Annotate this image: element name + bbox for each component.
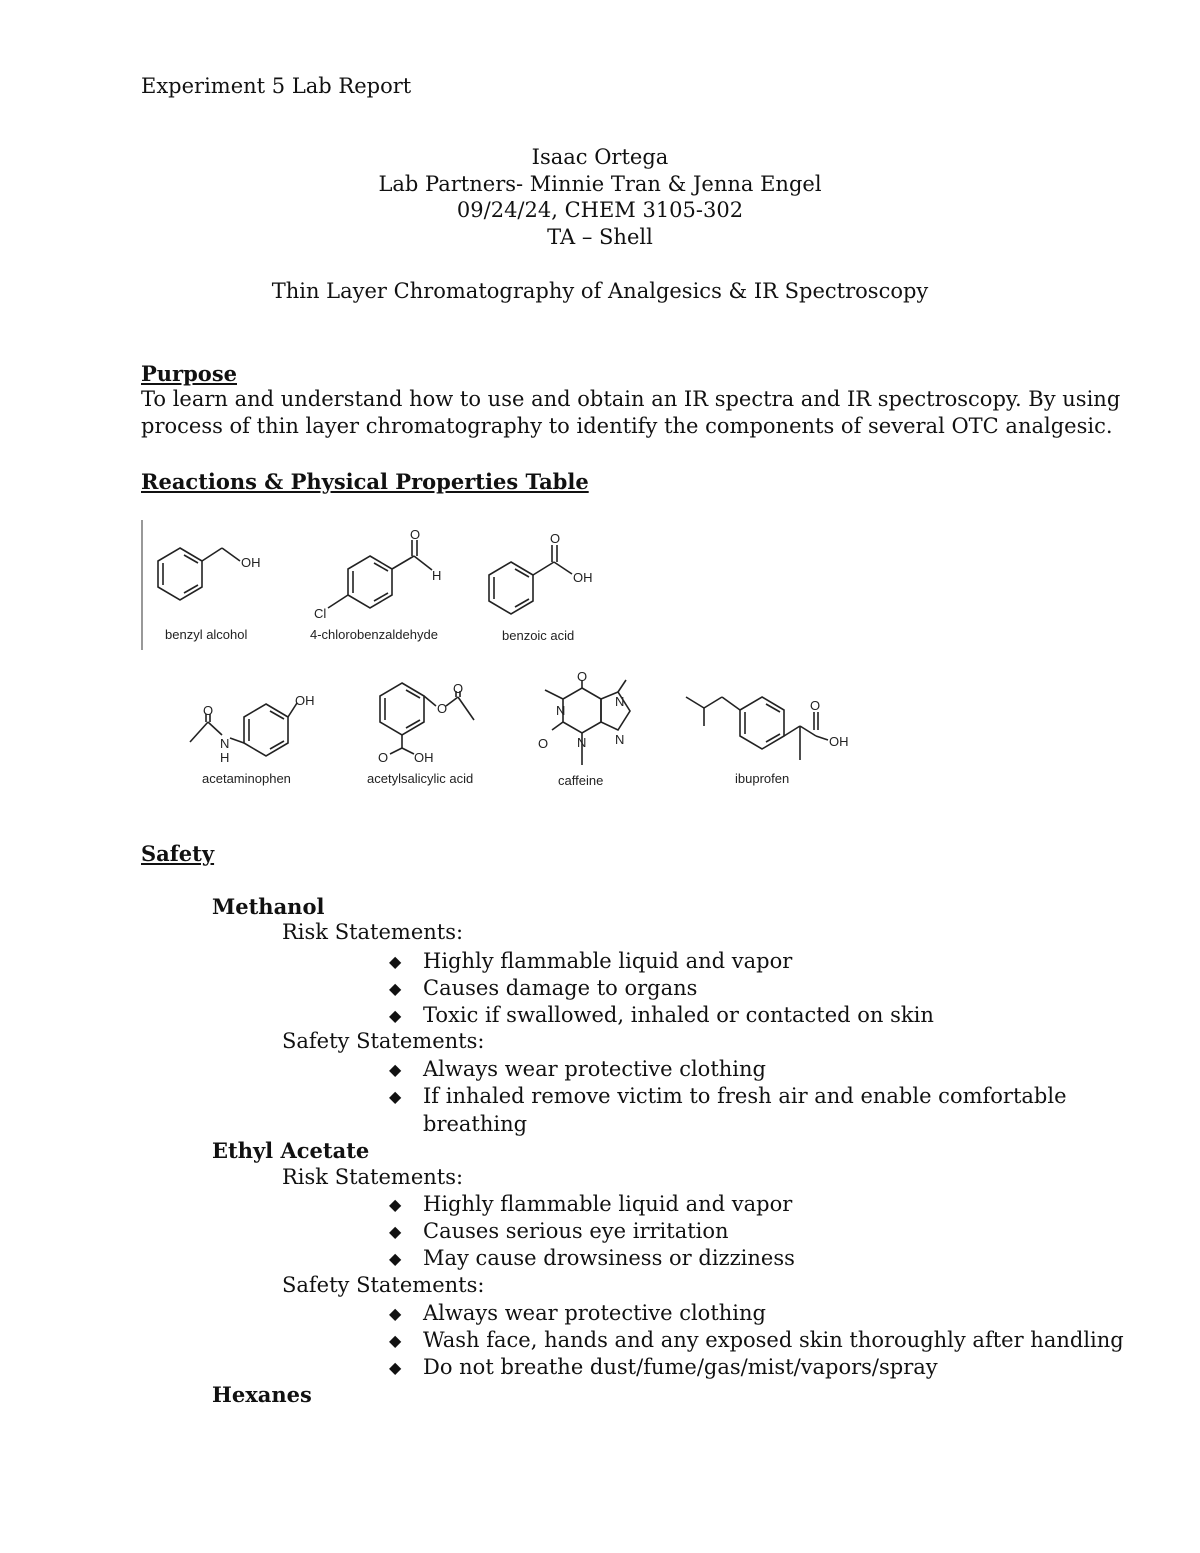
list-item: Causes damage to organs: [423, 976, 698, 1000]
compound-label-caffeine: caffeine: [558, 773, 604, 788]
bullet-icon: ◆: [389, 1195, 402, 1214]
list-item: Highly flammable liquid and vapor: [423, 1192, 793, 1216]
list-item: May cause drowsiness or dizziness: [423, 1246, 795, 1270]
list-item: Wash face, hands and any exposed skin thoroughly after handling: [423, 1328, 1124, 1352]
aspirin-acid-o-label: O: [378, 750, 389, 765]
date-course: 09/24/24, CHEM 3105-302: [456, 198, 744, 222]
purpose-line-1: To learn and understand how to use and obtain an IR spectra and IR spectroscopy. By using: [141, 387, 1121, 411]
bullet-icon: ◆: [389, 1060, 402, 1079]
bullet-icon: ◆: [389, 1222, 402, 1241]
compound-label-chlorobenzaldehyde: 4-chlorobenzaldehyde: [310, 627, 438, 642]
list-item: Toxic if swallowed, inhaled or contacted on skin: [423, 1003, 934, 1027]
teaching-assistant: TA – Shell: [547, 225, 653, 249]
list-item: Always wear protective clothing: [423, 1057, 766, 1081]
bullet-icon: ◆: [389, 1304, 402, 1323]
ethyl-acetate-safety-label: Safety Statements:: [282, 1273, 485, 1297]
methanol-risk-label: Risk Statements:: [282, 920, 464, 944]
caffeine-n9-label: N: [615, 732, 625, 747]
bullet-icon: ◆: [389, 1087, 402, 1106]
list-item: If inhaled remove victim to fresh air and enable comfortable: [423, 1084, 1067, 1108]
chemical-name-methanol: Methanol: [212, 894, 325, 919]
bullet-icon: ◆: [389, 1249, 402, 1268]
benzoic-acid-structure: [489, 531, 593, 643]
bullet-icon: ◆: [389, 1006, 402, 1025]
list-item: Highly flammable liquid and vapor: [423, 949, 793, 973]
ibuprofen-o-label: O: [810, 698, 821, 713]
purpose-heading: Purpose: [141, 361, 237, 386]
compound-label-acetylsalicylic-acid: acetylsalicylic acid: [367, 771, 474, 786]
list-item: Always wear protective clothing: [423, 1301, 766, 1325]
benzyl-alcohol-structure: [158, 548, 261, 642]
ethyl-acetate-risk-label: Risk Statements:: [282, 1165, 464, 1189]
caffeine-o2-label: O: [538, 736, 549, 751]
chloro-label: Cl: [314, 606, 327, 621]
bullet-icon: ◆: [389, 1331, 402, 1350]
benzyl-alcohol-oh-label: OH: [241, 555, 261, 570]
aldehyde-h-label: H: [432, 568, 442, 583]
ibuprofen-structure: [686, 697, 849, 786]
methanol-safety-label: Safety Statements:: [282, 1029, 485, 1053]
acetaminophen-h-label: H: [220, 750, 230, 765]
acetaminophen-structure: [190, 693, 315, 786]
compound-label-benzyl-alcohol: benzyl alcohol: [165, 627, 248, 642]
caffeine-n7-label: N: [615, 694, 625, 709]
aspirin-acid-oh-label: OH: [414, 750, 434, 765]
aspirin-acetyl-o-label: O: [453, 681, 464, 696]
caffeine-n1-label: N: [556, 703, 566, 718]
safety-heading: Safety: [141, 841, 215, 866]
chemical-name-ethyl-acetate: Ethyl Acetate: [212, 1138, 370, 1163]
chlorobenzaldehyde-structure: [310, 527, 441, 642]
chemical-name-hexanes: Hexanes: [212, 1382, 312, 1407]
bullet-icon: ◆: [389, 979, 402, 998]
acetaminophen-n-label: N: [220, 736, 230, 751]
compound-label-benzoic-acid: benzoic acid: [502, 628, 575, 643]
lab-partners: Lab Partners- Minnie Tran & Jenna Engel: [378, 172, 822, 196]
list-item-continuation: breathing: [423, 1112, 528, 1136]
acetylsalicylic-acid-structure: [367, 681, 474, 786]
document-title: Experiment 5 Lab Report: [141, 74, 412, 98]
caffeine-o1-label: O: [577, 669, 588, 684]
author-name: Isaac Ortega: [531, 145, 669, 169]
ibuprofen-oh-label: OH: [829, 734, 849, 749]
acetaminophen-oh-label: OH: [295, 693, 315, 708]
benzoic-o-label: O: [550, 531, 561, 546]
compound-label-ibuprofen: ibuprofen: [735, 771, 790, 786]
bullet-icon: ◆: [389, 1358, 402, 1377]
aspirin-ester-o-label: O: [437, 701, 448, 716]
reactions-heading: Reactions & Physical Properties Table: [141, 469, 589, 494]
list-item: Causes serious eye irritation: [423, 1219, 729, 1243]
caffeine-structure: [538, 669, 630, 788]
list-item: Do not breathe dust/fume/gas/mist/vapors/spray: [423, 1355, 938, 1379]
aldehyde-o-label: O: [410, 527, 421, 542]
compound-label-acetaminophen: acetaminophen: [202, 771, 291, 786]
acetaminophen-o-label: O: [203, 703, 214, 718]
caffeine-n3-label: N: [577, 735, 587, 750]
experiment-title: Thin Layer Chromatography of Analgesics & IR Spectroscopy: [271, 279, 929, 303]
purpose-line-2: process of thin layer chromatography to identify the components of several OTC analgesic.: [141, 414, 1113, 438]
benzoic-oh-label: OH: [573, 570, 593, 585]
bullet-icon: ◆: [389, 952, 402, 971]
